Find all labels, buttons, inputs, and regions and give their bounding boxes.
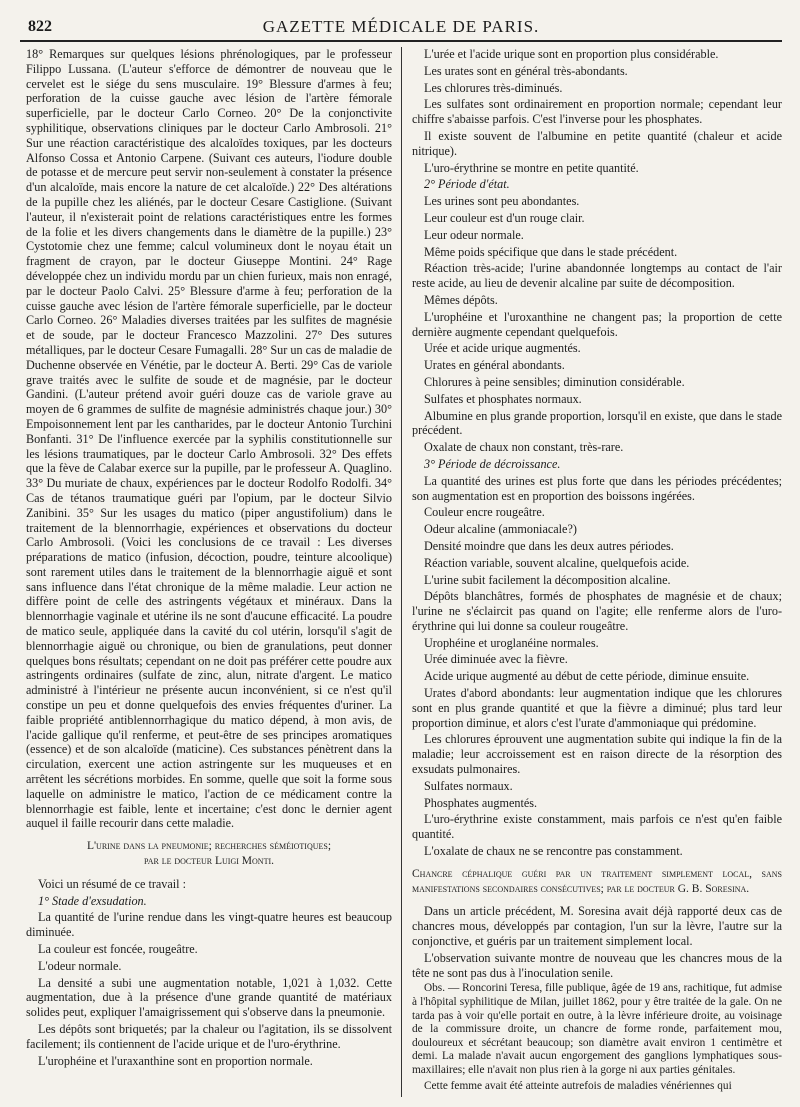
stage-1-line: L'odeur normale. <box>38 958 122 973</box>
observation-paragraph: Obs. — Roncorini Teresa, fille publique, âgée de 19 ans, rachitique, fut admise à l'hôpital syphilitique de Milan, juillet 1862, pour y être traitée de la gale. On ne tarda pas à voir qu'elle portait en outre, à la lèvre inférieure droite, au voisinage de la commissure droite, un chancre de forme ronde, parfaitement mou, douloureux et sécrétant beaucoup; son diamètre avait environ 1 centimètre et demi. La malade n'avait aucun engorgement des ganglions lymphatiques sous-maxillaires; elle n'avait non plus rien à la gorge ni aux parties génitales. <box>412 982 782 1076</box>
stage-2-line: Réaction très-acide; l'urine abandonnée longtemps au contact de l'air reste acide, au lieu de devenir alcaline par suite de décomposition. <box>412 261 782 291</box>
stage-1-line: La quantité de l'urine rendue dans les vingt-quatre heures est beaucoup diminuée. <box>26 910 392 940</box>
journal-title: GAZETTE MÉDICALE DE PARIS. <box>262 17 540 36</box>
stage-2-line: Leur odeur normale. <box>424 227 524 242</box>
summary-intro: Voici un résumé de ce travail : <box>38 876 187 891</box>
stage-3-line: Sulfates normaux. <box>424 778 513 793</box>
stage-1-line: Les chlorures très-diminués. <box>424 80 563 95</box>
stage-2-line: Sulfates et phosphates normaux. <box>424 391 582 406</box>
stage-3-line: Odeur alcaline (ammoniacale?) <box>424 522 577 537</box>
stage-3-line: Phosphates augmentés. <box>424 795 538 810</box>
article-heading-title: L'urine dans la pneumonie; recherches séméiotiques; <box>86 840 332 853</box>
stage-3-line: Urophéine et uroglanéine normales. <box>424 635 599 650</box>
article-2-paragraph: L'observation suivante montre de nouveau que les chancres mous de la tête ne sont pas dus à l'inoculation senile. <box>412 950 782 980</box>
stage-1-line: Il existe souvent de l'albumine en petite quantité (chaleur et acide nitrique). <box>412 128 782 158</box>
page-header <box>20 14 782 42</box>
stage-2-title: 2° Période d'état. <box>424 177 510 192</box>
stage-2-line: Chlorures à peine sensibles; diminution considérable. <box>424 374 685 389</box>
stage-2-line: Même poids spécifique que dans le stade précédent. <box>424 244 678 259</box>
stage-3-line: La quantité des urines est plus forte que dans les périodes précédentes; son augmentation est en proportion des boissons ingérées. <box>412 473 782 503</box>
stage-1-line: L'uro-érythrine se montre en petite quantité. <box>424 160 639 175</box>
stage-3-line: Couleur encre rougeâtre. <box>424 505 545 520</box>
stage-2-line: Les urines sont peu abondantes. <box>424 194 580 209</box>
article-list-paragraph: 18° Remarques sur quelques lésions phrénologiques, par le professeur Filippo Lussana. (L'auteur s'efforce de démontrer de nouveau que le cervelet est le siége du sens musculaire. 19° Blessure d'armes à feu; perforation de la cuisse gauche avec lésion de l'artère fémorale superficielle, par le docteur Carlo Corneo. 20° De la conjonctivite syphilitique, observations cliniques par le docteur Carlo Ambrosoli. 21° Sur une réaction caractéristique des alcaloïdes toxiques, par les docteurs Alfonso Cossa et Antonio Carpene. (Suivant ces auteurs, l'iodure double de potasse et de mercure peut servir non-seulement à constater la présence d'un alcaloïde, mais encore la nature de cet alcaloïde.) 22° Des altérations de la pupille chez les aliénés, par le docteur Cesare Castiglione. (Suivant l'auteur, il n'existerait point de relations caractéristiques entre les formes de la folie et les divers changements dans le diamètre de la pupille.) 23° Cystotomie chez une femme; calcul volumineux dont le noyau était un fragment de crayon, par le docteur Giuseppe Montini. 24° Rage développée chez un individu mordu par un chien furieux, mais non enragé, par le docteur Paolo Calvi. 25° Blessure d'arme à feu; perforation de la cuisse gauche avec lésion de l'artère fémorale superficielle, par le docteur Carlo Corneo. 26° Maladies diverses traitées par les sulfites de magnésie et de soude, par le docteur Francesco Mazzolini. 27° Des sutures métalliques, par le docteur Cesare Fumagalli. 28° Sur un cas de maladie de Duchenne observée en Vénétie, par le docteur A. Berti. 29° Cas de variole grave traités avec le sulfite de soude et de magnésie, par le docteur Gandini. (L'auteur prétend avoir guéri douze cas de variole grave au moyen de 6 grammes de sulfite de magnésie administrés chaque jour.) 30° Empoisonnement lent par les cantharides, par le docteur Antonio Turchini Bonfanti. 31° De l'influence exercée par la syphilis constitutionnelle sur les lésions traumatiques, par le docteur Carlo Ambrosoli. 32° Des effets que la fève de Calabar exerce sur la pupille, par le professeur A. Quaglino. 33° Du muriate de chaux, expériences par le docteur Rodolfo Rodolfi. 34° Cas de tétanos traumatique guéri par l'opium, par le docteur Silvio Zanibini. 35° Sur les usages du matico (piper angustifolium) dans le traitement de la blennorrhagie, expériences et observations du docteur Carlo Ambrosoli. (Voici les conclusions de ce travail : Les diverses préparations de matico (infusion, décoction, poudre, teinture alcoolique) sont rarement utiles dans le traitement de la blennorrhagie aiguë et sont sans influence dans l'état chronique de la même maladie. Leur action ne diffère point de celle des astringents végétaux et minéraux. Dans la blennorrhagie vaginale et utérine ils ne sont d'aucune efficacité. La poudre de matico seule, appliquée dans la cavité du col utérin, lorsqu'il s'agit de blennorrhagie aiguë ou chronique, ou bien de granulations, peut donner quelques bons résultats; cependant on ne doit pas préférer cette poudre aux astringents ordinaires (sulfate de zinc, alun, nitrate d'argent. Le matico administré à l'intérieur ne présente aucun inconvénient, si ce n'est qu'il constipe un peu et donne quelquefois des envies fréquentes d'uriner. La faible propriété antiblennorrhagique du matico dépend, à mon avis, de l'acide gallique qu'il renferme, et peut-être de ses principes aromatiques (essence) et de son alcaloïde (maticine). Ces substances pénètrent dans la circulation, exercent une action astringente sur les muqueuses et en arrêtent les sécrétions morbides. En somme, quelle que soit la forme sous laquelle on administre le matico, l'action de ce médicament contre la blennorrhagie est faible, lente et incertaine; c'est donc le dernier agent auquel il faille recourir dans cette maladie. <box>26 47 392 831</box>
stage-1-line: L'urophéine et l'uraxanthine sont en proportion normale. <box>38 1053 313 1068</box>
stage-3-title: 3° Période de décroissance. <box>424 456 561 471</box>
stage-3-line: L'urine subit facilement la décomposition alcaline. <box>424 572 671 587</box>
article-heading-author: par le docteur Luigi Monti. <box>144 855 274 868</box>
stage-2-line: L'urophéine et l'uroxanthine ne changent pas; la proportion de cette dernière augmente cependant quelquefois. <box>412 309 782 339</box>
left-column <box>26 47 392 1097</box>
stage-2-line: Urée et acide urique augmentés. <box>424 341 581 356</box>
stage-3-line: L'uro-érythrine existe constamment, mais parfois ce n'est qu'en faible quantité. <box>412 812 782 842</box>
stage-1-line: Les dépôts sont briquetés; par la chaleur ou l'agitation, ils se dissolvent facilement; ils contiennent de l'acide urique et de l'uro-érythrine. <box>26 1022 392 1051</box>
article-heading <box>26 839 392 869</box>
article-2-heading: Chancre céphalique guéri par un traitement simplement local, sans manifestations secondaires consécutives; par le docteur G. B. Soresina. <box>412 867 782 895</box>
column-divider <box>401 47 402 1097</box>
stage-2-line: Mêmes dépôts. <box>424 292 498 307</box>
stage-1-line: L'urée et l'acide urique sont en proportion plus considérable. <box>424 47 719 61</box>
stage-3-line: Densité moindre que dans les deux autres périodes. <box>424 538 674 553</box>
page-number: 822 <box>28 18 52 35</box>
stage-1-line: Les sulfates sont ordinairement en proportion normale; cependant leur chiffre s'abaisse parfois. C'est l'inverse pour les phosphates. <box>412 97 782 127</box>
stage-1-line: La densité a subi une augmentation notable, 1,021 à 1,032. Cette augmentation, due à la présence d'une grande quantité de matériaux solides peut, expliquer l'amaigrissement qui s'observe dans la pneumonie. <box>26 975 392 1020</box>
stage-2-line: Albumine en plus grande proportion, lorsqu'il en existe, que dans le stade précédent. <box>412 408 782 438</box>
stage-3-line: Les chlorures éprouvent une augmentation subite qui indique la fin de la maladie; leur accroissement est en raison directe de la résorption des exsudats pulmonaires. <box>412 732 782 777</box>
stage-3-line: Acide urique augmenté au début de cette période, diminue ensuite. <box>424 669 750 684</box>
continuation-line: Cette femme avait été atteinte autrefois de maladies vénériennes qui <box>424 1079 732 1092</box>
article-2-paragraph: Dans un article précédent, M. Soresina avait déjà rapporté deux cas de chancres mous, développés par contagion, l'un sur la lèvre, l'autre sur la conjonctive, et guéris par un traitement simplement local. <box>412 904 782 949</box>
stage-3-line: Dépôts blanchâtres, formés de phosphates de magnésie et de chaux; l'urine ne s'éclaircit pas quand on l'agite; elle renferme alors de l'uro-érythrine qui lui donne sa couleur rougeâtre. <box>412 589 782 633</box>
stage-1-line: La couleur est foncée, rougeâtre. <box>38 942 198 957</box>
stage-1-title: 1° Stade d'exsudation. <box>38 893 147 908</box>
stage-2-line: Urates en général abondants. <box>424 358 565 373</box>
stage-1-line: Les urates sont en général très-abondants. <box>424 63 628 78</box>
stage-3-line: Réaction variable, souvent alcaline, quelquefois acide. <box>424 555 690 570</box>
stage-3-line: L'oxalate de chaux ne se rencontre pas constamment. <box>424 844 683 859</box>
stage-2-line: Leur couleur est d'un rouge clair. <box>424 210 585 225</box>
right-column <box>412 47 782 1097</box>
stage-2-line: Oxalate de chaux non constant, très-rare. <box>424 440 624 455</box>
stage-3-line: Urée diminuée avec la fièvre. <box>424 652 568 667</box>
stage-3-line: Urates d'abord abondants: leur augmentation indique que les chlorures sont en plus grande quantité et que la fièvre a diminué; plus tard leur proportion diminue, et alors c'est l'urate d'ammoniaque qui prédomine. <box>412 686 782 730</box>
